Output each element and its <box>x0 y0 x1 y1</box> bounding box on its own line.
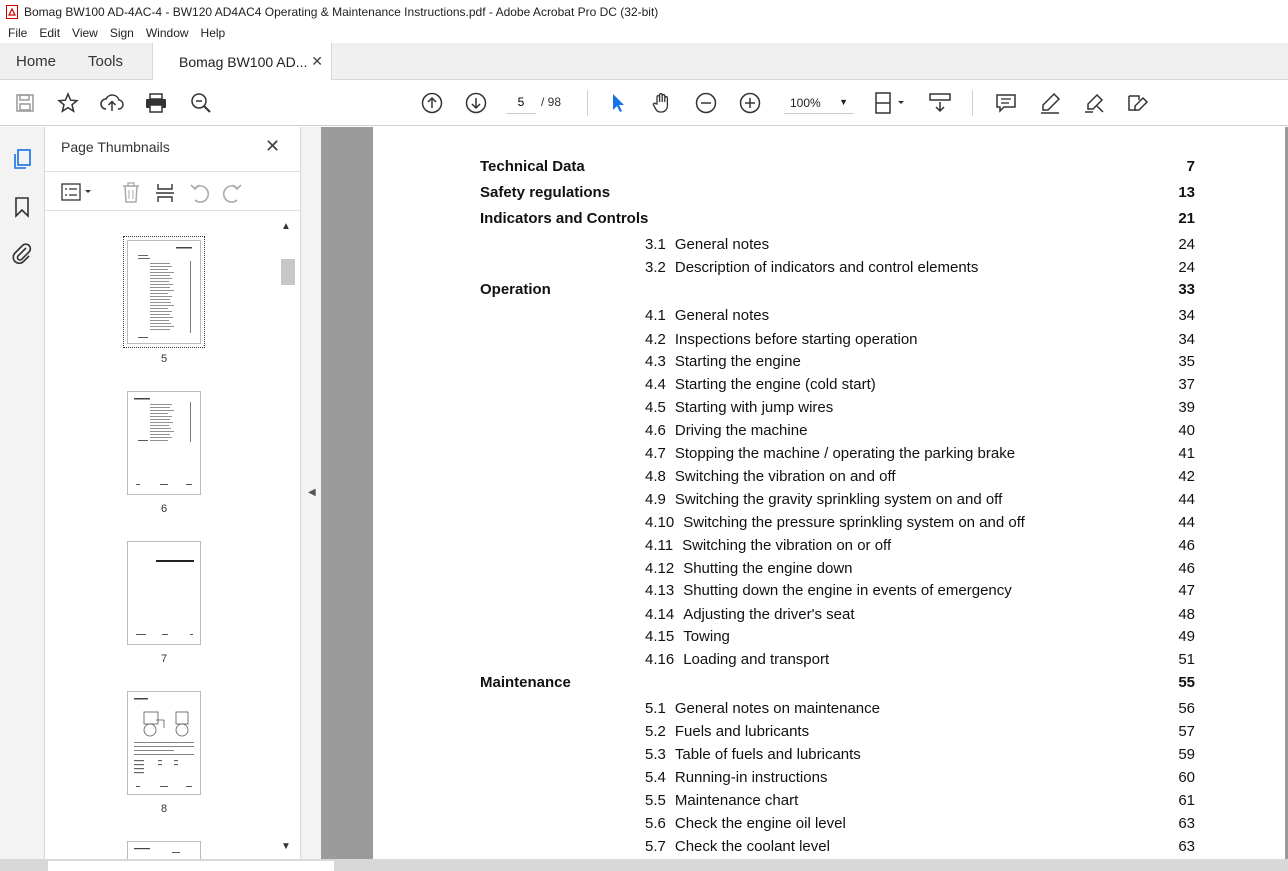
toc-number: 4.11 <box>645 537 674 554</box>
toc-section[interactable] <box>645 838 830 855</box>
toc-chapter[interactable] <box>480 674 571 691</box>
toc-title: Loading and transport <box>683 651 830 668</box>
sign-pen-icon[interactable] <box>1082 91 1106 115</box>
toc-page-number[interactable]: 56 <box>1178 700 1195 717</box>
rotate-left-icon[interactable] <box>189 182 211 204</box>
select-cursor-icon[interactable] <box>606 91 630 115</box>
toc-section[interactable] <box>645 491 1002 508</box>
toc-section[interactable] <box>645 582 1012 599</box>
thumbnails-panel <box>45 127 301 859</box>
toc-number: 4.5 <box>645 399 666 416</box>
toc-title: Check the engine oil level <box>674 815 846 832</box>
toc-title: Stopping the machine / operating the parking brake <box>674 445 1016 462</box>
toc-number: 4.14 <box>645 606 675 623</box>
page-thumbnail[interactable] <box>127 240 201 344</box>
toc-chapter[interactable] <box>480 158 585 175</box>
toolbar-divider <box>972 90 973 116</box>
toc-page-number[interactable]: 57 <box>1178 723 1195 740</box>
toc-section[interactable] <box>645 307 769 324</box>
toc-number: 5.3 <box>645 746 666 763</box>
thumbnail-page-number: 6 <box>160 503 168 515</box>
toc-number: 5.6 <box>645 815 666 832</box>
tab-document[interactable] <box>152 43 332 80</box>
scroll-mode-icon[interactable] <box>928 91 952 115</box>
page-total: / 98 <box>541 95 562 109</box>
bookmark-star-icon[interactable] <box>56 91 80 115</box>
toc-page-number[interactable]: 63 <box>1178 815 1195 832</box>
toc-section[interactable] <box>645 514 1025 531</box>
toc-page-number[interactable]: 33 <box>1178 281 1195 298</box>
toc-number: 5.1 <box>645 700 666 717</box>
toc-number: 5.4 <box>645 769 666 786</box>
menu-view[interactable]: View <box>72 26 98 40</box>
toc-section[interactable] <box>645 422 807 439</box>
page-display-icon[interactable] <box>874 91 908 115</box>
toc-page-number[interactable]: 21 <box>1178 210 1195 227</box>
upload-cloud-icon[interactable] <box>100 91 124 115</box>
tab-tools[interactable]: Tools <box>88 53 124 70</box>
toc-section[interactable] <box>645 651 829 668</box>
toc-page-number[interactable]: 61 <box>1178 792 1195 809</box>
toc-page-number[interactable]: 39 <box>1178 399 1195 416</box>
chevron-down-icon: ▼ <box>839 97 848 107</box>
next-page-icon[interactable] <box>464 91 488 115</box>
toc-page-number[interactable]: 46 <box>1178 537 1195 554</box>
toc-page-number[interactable]: 34 <box>1178 307 1195 324</box>
window-title: Bomag BW100 AD-4AC-4 - BW120 AD4AC4 Operating & Maintenance Instructions.pdf - Adobe Acrobat Pro DC (32-bit) <box>24 4 659 19</box>
thumbnail-page-number: 8 <box>160 803 168 815</box>
scrollbar-thumb[interactable] <box>281 259 295 285</box>
toc-title: Switching the pressure sprinkling system on and off <box>683 514 1025 531</box>
document-view[interactable] <box>321 127 1288 859</box>
scroll-down-icon[interactable]: ▼ <box>281 841 291 852</box>
toc-title: Maintenance chart <box>674 792 799 809</box>
title-bar <box>0 0 1288 23</box>
zoom-out-icon[interactable] <box>694 91 718 115</box>
main-toolbar <box>0 80 1288 126</box>
toc-page-number[interactable]: 55 <box>1178 674 1195 691</box>
toc-section[interactable] <box>645 537 891 554</box>
options-menu-icon[interactable] <box>61 183 95 201</box>
thumbnails-toolbar <box>45 171 301 211</box>
toc-title: Operation <box>480 281 551 298</box>
toc-number: 5.5 <box>645 792 666 809</box>
delete-trash-icon[interactable] <box>121 182 141 204</box>
toc-title: Table of fuels and lubricants <box>674 746 861 763</box>
toc-page-number[interactable]: 51 <box>1178 651 1195 668</box>
save-icon[interactable] <box>13 91 37 115</box>
toc-title: Technical Data <box>480 158 585 175</box>
comment-icon[interactable] <box>994 91 1018 115</box>
rotate-right-icon[interactable] <box>221 182 243 204</box>
toc-number: 4.10 <box>645 514 675 531</box>
acrobat-logo-icon <box>6 5 18 19</box>
menu-file[interactable]: File <box>8 26 28 40</box>
toc-title: Shutting down the engine in events of emergency <box>683 582 1012 599</box>
toc-page-number[interactable]: 46 <box>1178 560 1195 577</box>
toc-title: Towing <box>683 628 730 645</box>
toolbar-divider <box>587 90 588 116</box>
menu-edit[interactable]: Edit <box>39 26 61 40</box>
toc-title: General notes on maintenance <box>674 700 880 717</box>
zoom-value: 100% <box>790 95 821 110</box>
thumbnail-page-number: 5 <box>160 353 168 365</box>
toc-number: 4.12 <box>645 560 675 577</box>
toc-page-number[interactable]: 35 <box>1178 353 1195 370</box>
toc-number: 4.2 <box>645 331 666 348</box>
toc-page-number[interactable]: 47 <box>1178 582 1195 599</box>
thumbnails-scrollbar[interactable] <box>279 221 293 857</box>
toc-number: 4.3 <box>645 353 666 370</box>
toc-title: Inspections before starting operation <box>674 331 918 348</box>
toc-title: Driving the machine <box>674 422 808 439</box>
toc-page-number[interactable]: 48 <box>1178 606 1195 623</box>
toc-page-number[interactable]: 44 <box>1178 491 1195 508</box>
page-thumbnails-icon[interactable] <box>10 147 34 171</box>
toc-page-number[interactable]: 13 <box>1178 184 1195 201</box>
toc-number: 4.6 <box>645 422 666 439</box>
page-thumbnail[interactable] <box>127 541 201 645</box>
toc-title: Adjusting the driver's seat <box>683 606 855 623</box>
toc-number: 5.2 <box>645 723 666 740</box>
toc-number: 4.13 <box>645 582 675 599</box>
toc-title: Indicators and Controls <box>480 210 649 227</box>
toc-page-number[interactable]: 42 <box>1178 468 1195 485</box>
toc-number: 4.16 <box>645 651 675 668</box>
navigation-rail <box>0 127 45 859</box>
toc-page-number[interactable]: 49 <box>1178 628 1195 645</box>
zoom-dropdown[interactable] <box>784 92 854 114</box>
toc-section[interactable] <box>645 259 978 276</box>
toc-section[interactable] <box>645 560 853 577</box>
panel-title: Page Thumbnails <box>61 139 170 155</box>
toc-title: Switching the vibration on or off <box>682 537 892 554</box>
toc-section[interactable] <box>645 700 880 717</box>
toc-chapter[interactable] <box>480 281 551 298</box>
thumbnail-page-number: 7 <box>160 653 168 665</box>
close-tab-icon[interactable]: ✕ <box>311 53 323 69</box>
toc-chapter[interactable] <box>480 210 648 227</box>
bookmarks-icon[interactable] <box>10 195 34 219</box>
menu-sign[interactable]: Sign <box>109 26 134 40</box>
toc-page-number[interactable]: 41 <box>1178 445 1195 462</box>
page-thumbnail[interactable] <box>127 841 201 859</box>
toc-title: Running-in instructions <box>674 769 828 786</box>
page-thumbnail[interactable] <box>127 691 201 795</box>
toc-section[interactable] <box>645 399 833 416</box>
toc-section[interactable] <box>645 628 730 645</box>
toc-page-number[interactable]: 37 <box>1178 376 1195 393</box>
toc-title: General notes <box>674 236 770 253</box>
toc-title: Starting the engine (cold start) <box>674 376 876 393</box>
tab-document-label: Bomag BW100 AD... <box>179 53 308 70</box>
taskbar <box>0 859 1288 871</box>
fill-sign-icon[interactable] <box>1126 91 1150 115</box>
toc-page-number[interactable]: 7 <box>1186 158 1195 175</box>
highlight-pen-icon[interactable] <box>1038 91 1062 115</box>
toc-chapter[interactable] <box>480 184 610 201</box>
attachments-paperclip-icon[interactable] <box>10 241 34 265</box>
toc-page-number[interactable]: 24 <box>1178 259 1195 276</box>
pdf-page <box>373 127 1285 859</box>
toc-title: Shutting the engine down <box>683 560 853 577</box>
toc-page-number[interactable]: 44 <box>1178 514 1195 531</box>
toc-section[interactable] <box>645 792 798 809</box>
page-number-input[interactable] <box>506 90 536 114</box>
zoom-in-icon[interactable] <box>738 91 762 115</box>
toc-section[interactable] <box>645 445 1015 462</box>
toc-page-number[interactable]: 24 <box>1178 236 1195 253</box>
taskbar-search[interactable] <box>48 861 334 871</box>
collapse-panel-handle[interactable] <box>301 127 321 859</box>
toc-number: 5.7 <box>645 838 666 855</box>
toc-title: Switching the gravity sprinkling system on and off <box>674 491 1003 508</box>
toc-section[interactable] <box>645 769 827 786</box>
toc-section[interactable] <box>645 723 809 740</box>
previous-page-icon[interactable] <box>420 91 444 115</box>
toc-number: 4.4 <box>645 376 666 393</box>
toc-title: Safety regulations <box>480 184 611 201</box>
menu-bar <box>0 23 1288 43</box>
toc-section[interactable] <box>645 353 801 370</box>
menu-help[interactable]: Help <box>200 26 226 40</box>
toc-title: Starting the engine <box>674 353 801 370</box>
toc-title: Switching the vibration on and off <box>674 468 896 485</box>
hand-tool-icon[interactable] <box>650 91 674 115</box>
toc-title: General notes <box>674 307 770 324</box>
toc-section[interactable] <box>645 331 918 348</box>
toc-title: Description of indicators and control elements <box>674 259 979 276</box>
toc-section[interactable] <box>645 606 855 623</box>
toc-section[interactable] <box>645 236 769 253</box>
toc-number: 4.1 <box>645 307 666 324</box>
collapse-arrow-icon: ◀ <box>308 487 316 498</box>
toc-section[interactable] <box>645 468 896 485</box>
tab-home[interactable]: Home <box>16 53 57 70</box>
page-thumbnail[interactable] <box>127 391 201 495</box>
toc-number: 4.9 <box>645 491 666 508</box>
close-panel-icon[interactable]: ✕ <box>265 136 281 156</box>
toc-section[interactable] <box>645 376 876 393</box>
menu-window[interactable]: Window <box>145 26 189 40</box>
toc-page-number[interactable]: 34 <box>1178 331 1195 348</box>
tab-row <box>0 43 1288 80</box>
toc-number: 4.8 <box>645 468 666 485</box>
toc-number: 4.7 <box>645 445 666 462</box>
toc-page-number[interactable]: 40 <box>1178 422 1195 439</box>
find-icon[interactable] <box>189 91 213 115</box>
toc-title: Maintenance <box>480 674 571 691</box>
print-icon[interactable] <box>144 91 168 115</box>
toc-title: Check the coolant level <box>674 838 830 855</box>
insert-page-icon[interactable] <box>155 182 175 204</box>
toc-page-number[interactable]: 63 <box>1178 838 1195 855</box>
toc-section[interactable] <box>645 746 861 763</box>
toc-number: 4.15 <box>645 628 675 645</box>
toc-section[interactable] <box>645 815 846 832</box>
toc-title: Starting with jump wires <box>674 399 834 416</box>
scroll-up-icon[interactable]: ▲ <box>281 221 291 232</box>
toc-number: 3.1 <box>645 236 666 253</box>
toc-page-number[interactable]: 59 <box>1178 746 1195 763</box>
toc-title: Fuels and lubricants <box>674 723 810 740</box>
toc-page-number[interactable]: 60 <box>1178 769 1195 786</box>
toc-number: 3.2 <box>645 259 666 276</box>
